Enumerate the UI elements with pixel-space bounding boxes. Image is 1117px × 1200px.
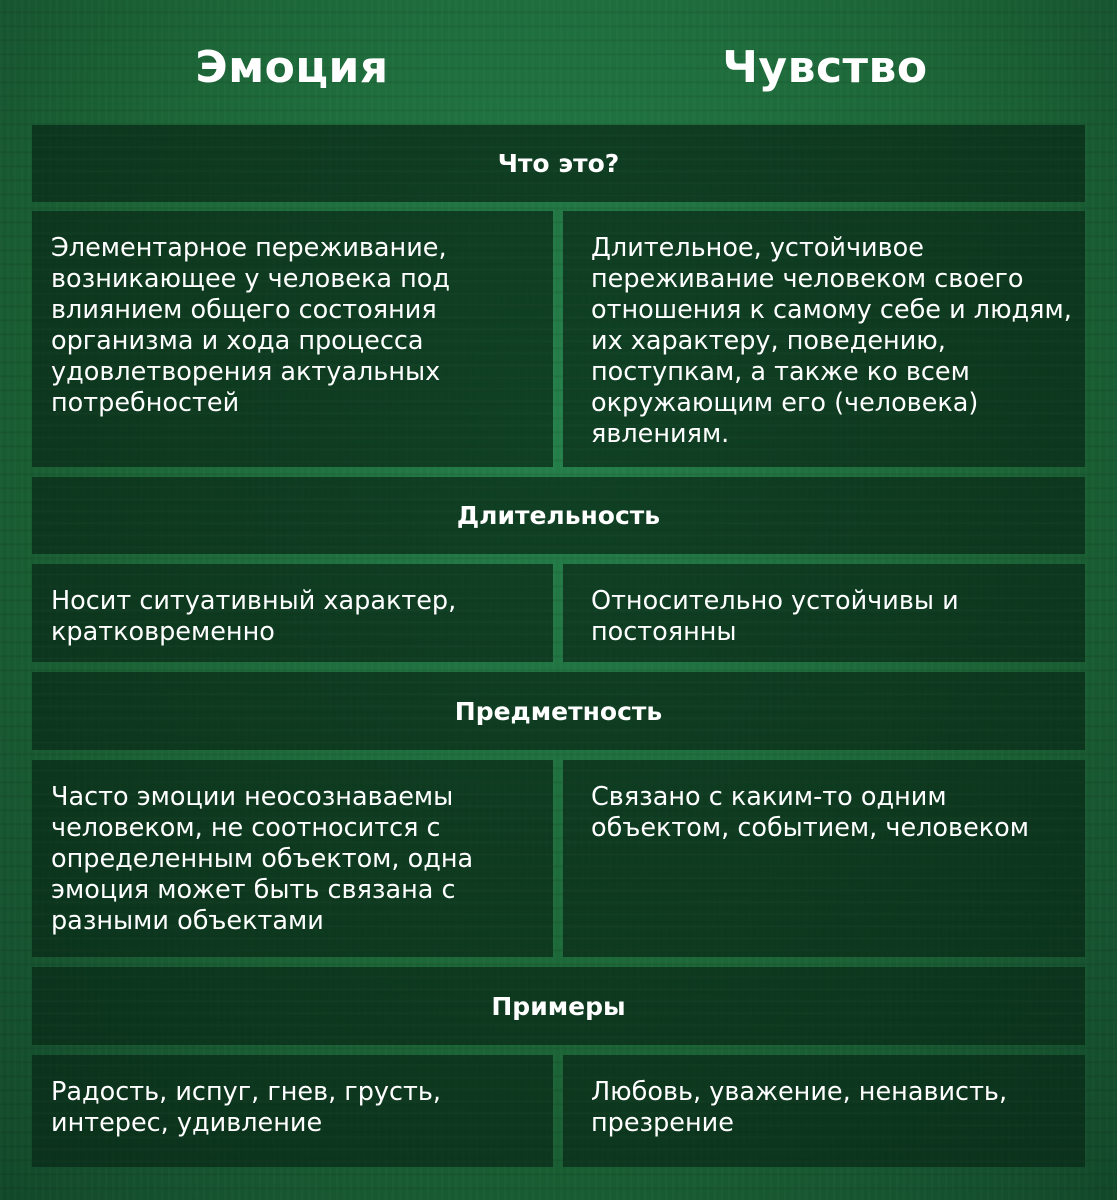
cell-feeling-definition: Длительное, устойчивое переживание человеком своего отношения к самому себе и людям, их характеру, поведению, поступкам, а также ко всем окружающим его (человека) явлениям. [563, 211, 1085, 467]
cell-emotion-definition: Элементарное переживание, возникающее у человека под влиянием общего состояния организма и хода процесса удовлетворения актуальных потребностей [32, 211, 553, 467]
row-header-label: Примеры [491, 991, 626, 1021]
cell-emotion-objectness: Часто эмоции неосознаваемы человеком, не соотносится с определенным объектом, одна эмоция может быть связана с разными объектами [32, 760, 553, 957]
row-header-objectness [32, 672, 1085, 750]
cell-emotion-duration: Носит ситуативный характер, кратковременно [32, 564, 553, 662]
column-title-emotion: Эмоция [195, 42, 389, 93]
row-header-label: Что это? [497, 149, 620, 178]
cell-feeling-duration: Относительно устойчивы и постоянны [563, 564, 1085, 662]
column-title-feeling: Чувство [722, 42, 928, 93]
row-header-what-is-it [32, 125, 1085, 202]
row-header-label: Длительность [456, 501, 661, 530]
row-header-examples [32, 967, 1085, 1045]
row-header-label: Предметность [454, 696, 663, 726]
row-header-duration [32, 477, 1085, 554]
cell-feeling-examples: Любовь, уважение, ненависть, презрение [563, 1055, 1085, 1167]
cell-feeling-objectness: Связано с каким-то одним объектом, событием, человеком [563, 760, 1085, 957]
cell-emotion-examples: Радость, испуг, гнев, грусть, интерес, удивление [32, 1055, 553, 1167]
